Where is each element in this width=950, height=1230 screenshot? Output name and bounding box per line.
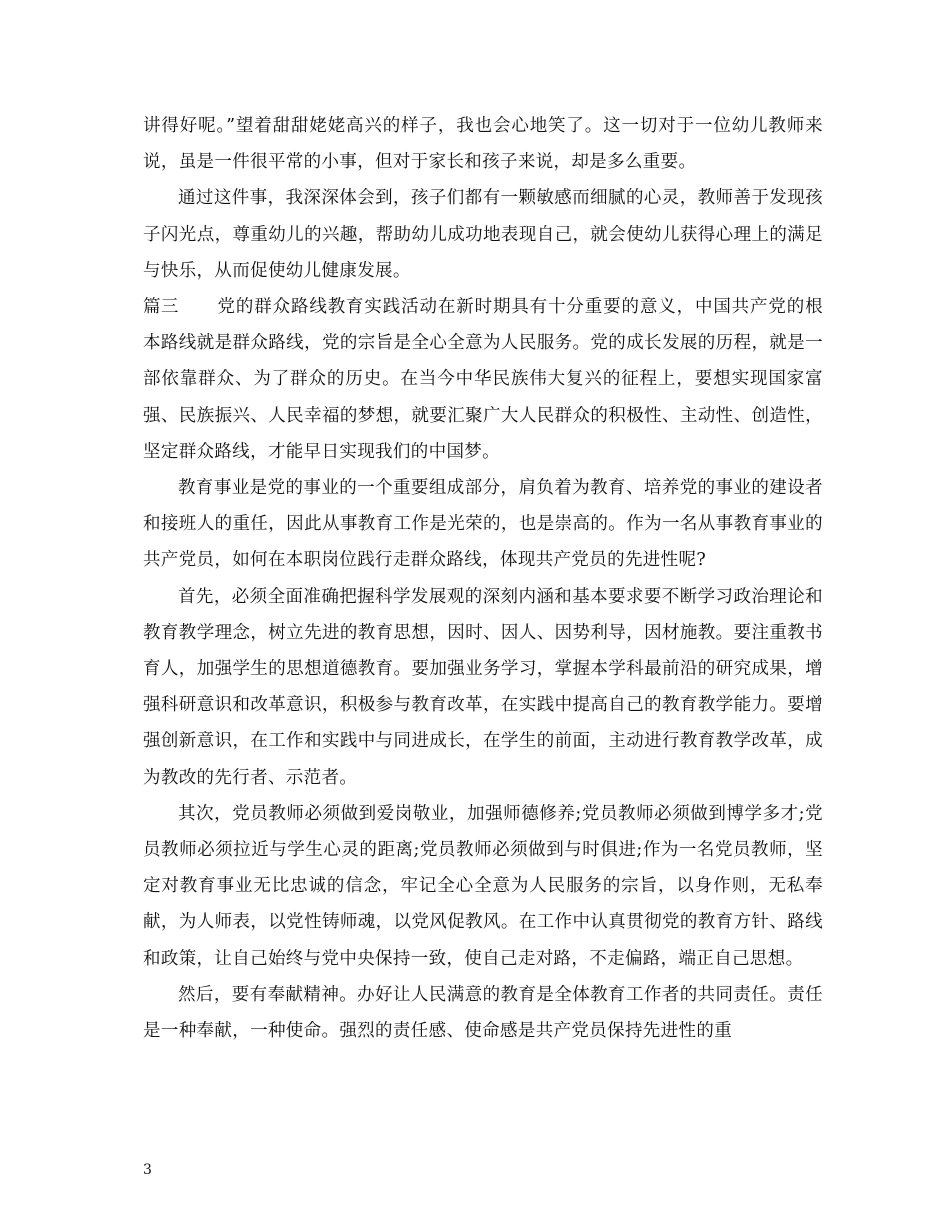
paragraph: 其次，党员教师必须做到爱岗敬业，加强师德修养;党员教师必须做到博学多才;党员教师必须拉近与学生心灵的距离;党员教师必须做到与时俱进;作为一名党员教师，坚定对教育事业无比忠诚的信念，牢记全心全意为人民服务的宗旨，以身作则，无私奉献，为人师表，以党性铸师魂，以党风促教风。在工作中认真贯彻党的教育方针、路线和政策，让自己始终与党中央保持一致，使自己走对路，不走偏路，端正自己思想。 [143, 803, 823, 969]
page-number: 3 [143, 1162, 152, 1178]
section-label: 篇三 [143, 297, 179, 318]
paragraph: 然后，要有奉献精神。办好让人民满意的教育是全体教育工作者的共同责任。责任是一种奉献，一种使命。强烈的责任感、使命感是共产党员保持先进性的重 [143, 984, 823, 1042]
paragraph-continuation: 讲得好呢。”望着甜甜姥姥高兴的样子，我也会心地笑了。这一切对于一位幼儿教师来说，虽是一件很平常的小事，但对于家长和孩子来说，却是多么重要。 [143, 116, 823, 173]
paragraph: 通过这件事，我深深体会到，孩子们都有一颗敏感而细腻的心灵，教师善于发现孩子闪光点，尊重幼儿的兴趣，帮助幼儿成功地表现自己，就会使幼儿获得心理上的满足与快乐，从而促使幼儿健康发展。 [143, 188, 823, 281]
paragraph: 首先，必须全面准确把握科学发展观的深刻内涵和基本要求要不断学习政治理论和教育教学理念，树立先进的教育思想，因时、因人、因势利导，因材施教。要注重教书育人，加强学生的思想道德教育。要加强业务学习，掌握本学科最前沿的研究成果，增强科研意识和改革意识，积极参与教育改革，在实践中提高自己的教育教学能力。要增强创新意识，在工作和实践中与同进成长，在学生的前面，主动进行教育教学改革，成为教改的先行者、示范者。 [143, 586, 823, 788]
paragraph: 教育事业是党的事业的一个重要组成部分，肩负着为教育、培养党的事业的建设者和接班人的重任，因此从事教育工作是光荣的，也是崇高的。作为一名从事教育事业的共产党员，如何在本职岗位践行走群众路线，体现共产党员的先进性呢? [143, 478, 823, 571]
section-three-text: 党的群众路线教育实践活动在新时期具有十分重要的意义，中国共产党的根本路线就是群众路线，党的宗旨是全心全意为人民服务。党的成长发展的历程，就是一部依靠群众、为了群众的历史。在当今中华民族伟大复兴的征程上，要想实现国家富强、民族振兴、人民幸福的梦想，就要汇聚广大人民群众的积极性、主动性、创造性，坚定群众路线，才能早日实现我们的中国梦。 [143, 297, 823, 462]
text-body [143, 108, 823, 1049]
paragraph-section-three [143, 289, 823, 470]
